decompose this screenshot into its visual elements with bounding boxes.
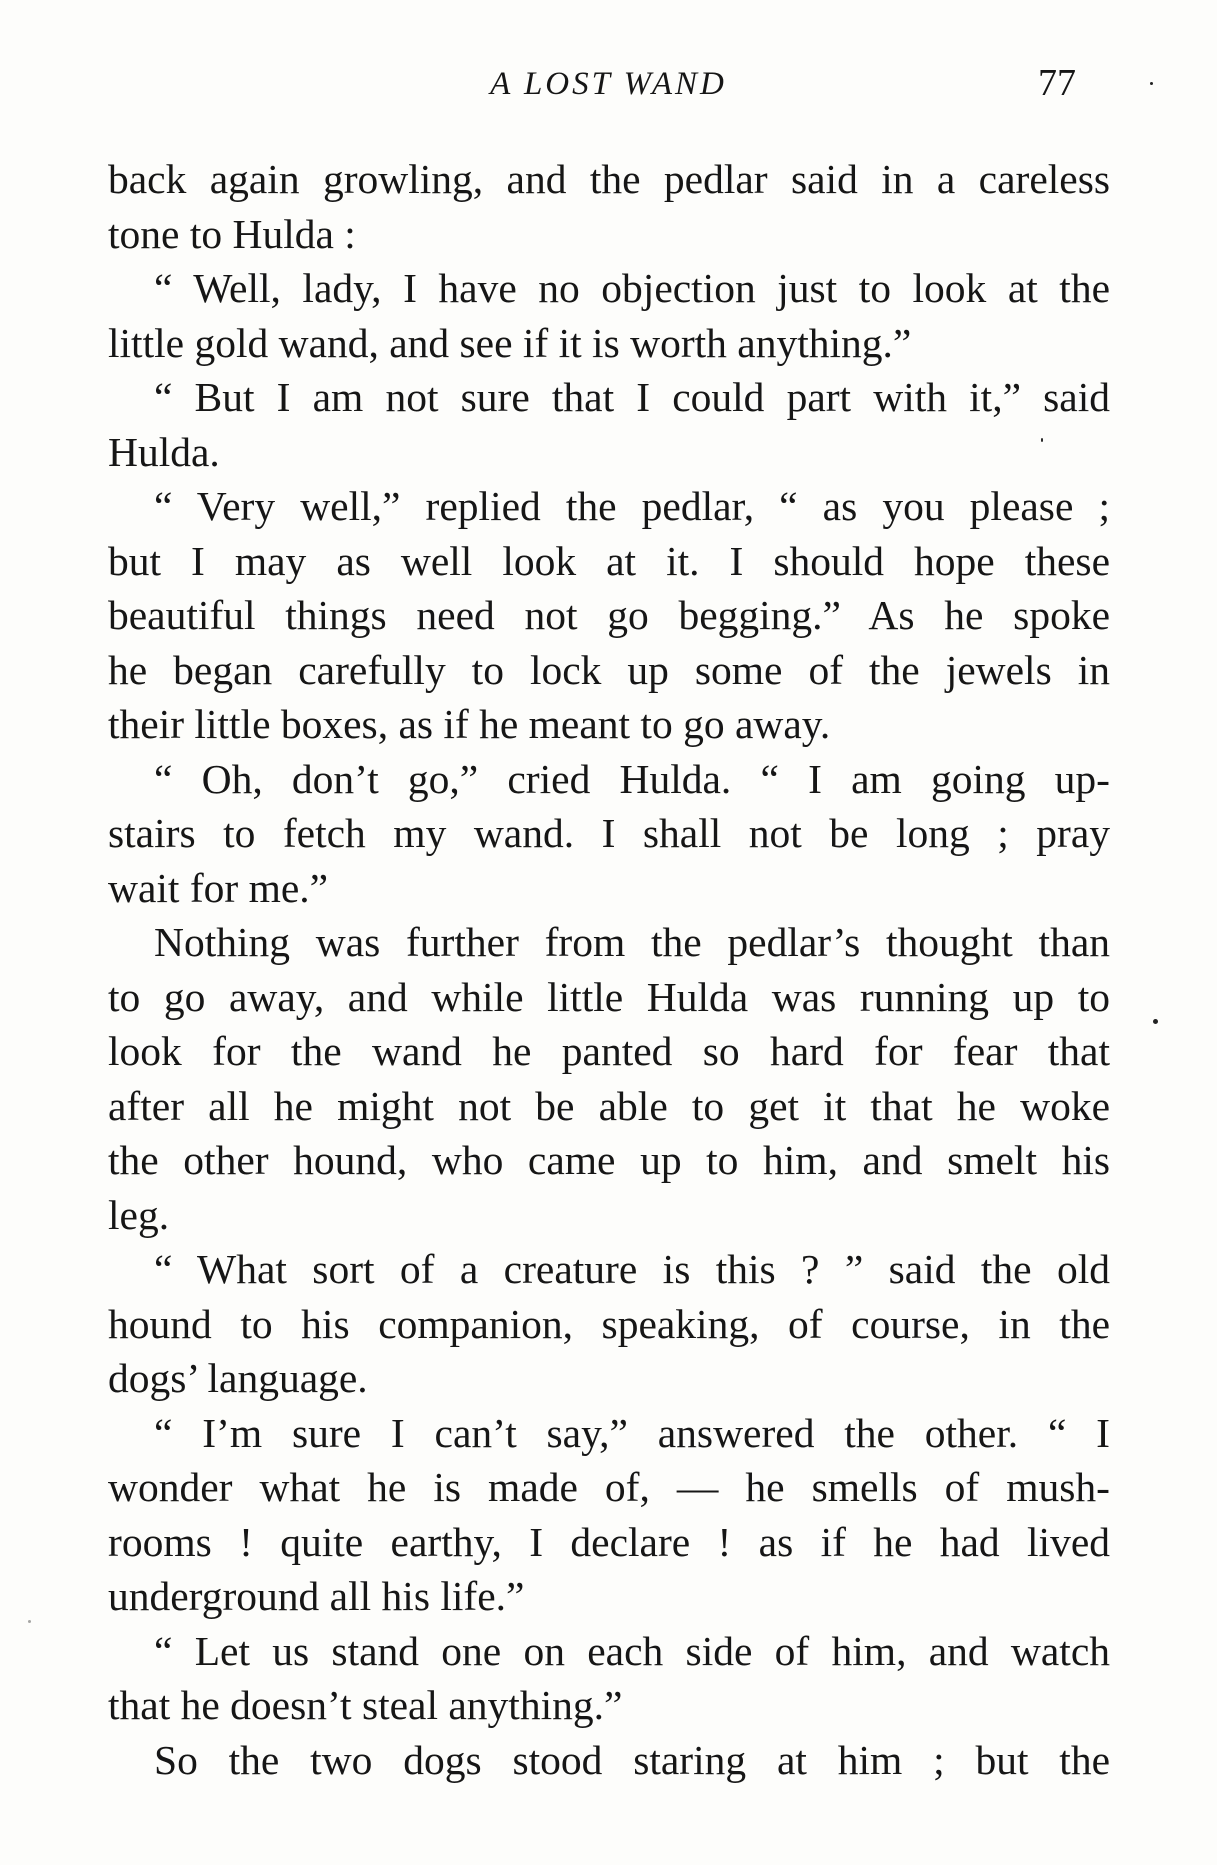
scan-speck [1041,438,1043,442]
text-line: that he doesn’t steal anything.” [108,1682,623,1728]
text-line: after all he might not be able to get it that he woke [108,1082,1110,1129]
text-line: back again growling, and the pedlar said in a careless [108,156,1110,202]
text-line: “ I’m sure I can’t say,” answered the other. “ I [154,1409,1110,1456]
text-line: hound to his companion, speaking, of course, in the [108,1300,1110,1347]
running-title: A LOST WAND [490,66,727,102]
text-line: but I may as well look at it. I should hope these [108,537,1110,584]
text-line: underground all his life.” [108,1573,525,1619]
text-line: he began carefully to lock up some of the jewels in [108,646,1110,693]
text-line: rooms ! quite earthy, I declare ! as if he had lived [108,1518,1110,1565]
text-line: the other hound, who came up to him, and smelt his [108,1137,1110,1183]
scan-speck [28,1620,31,1623]
scan-speck [1150,82,1153,85]
text-line: wonder what he is made of, — he smells of mush- [108,1464,1110,1510]
text-line: Nothing was further from the pedlar’s thought than [154,919,1110,965]
text-line: their little boxes, as if he meant to go away. [108,701,831,747]
scan-speck [1153,1019,1158,1024]
text-line: to go away, and while little Hulda was running up to [108,973,1110,1020]
text-line: “ Oh, don’t go,” cried Hulda. “ I am going up- [154,755,1110,802]
text-line: stairs to fetch my wand. I shall not be long ; pray [108,810,1110,856]
text-line: So the two dogs stood staring at him ; but the [154,1736,1110,1783]
text-line: dogs’ language. [108,1355,368,1401]
text-line: leg. [108,1191,170,1238]
page-number: 77 [1038,62,1076,104]
text-line: little gold wand, and see if it is worth anything.” [108,319,912,366]
text-line: beautiful things need not go begging.” As he spoke [108,592,1110,638]
text-line: “ But I am not sure that I could part with it,” said [154,374,1110,420]
text-line: look for the wand he panted so hard for fear that [108,1028,1110,1074]
text-line: “ Well, lady, I have no objection just to look at the [154,265,1110,311]
text-line: “ Very well,” replied the pedlar, “ as you please ; [154,483,1110,529]
body-text [108,152,1110,1787]
text-line: tone to Hulda : [108,210,356,257]
text-line: Hulda. [108,428,220,475]
text-line: “ Let us stand one on each side of him, and watch [154,1627,1110,1674]
text-line: wait for me.” [108,864,329,911]
text-line: “ What sort of a creature is this ? ” said the old [154,1246,1110,1292]
